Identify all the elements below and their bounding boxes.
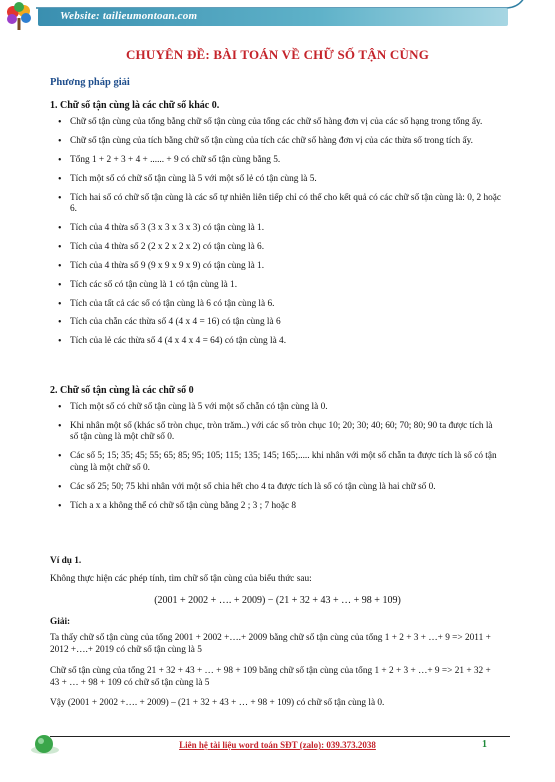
list-item: • Tích một số có chữ số tận cùng là 5 với một số lẻ có tận cùng là 5. xyxy=(58,174,503,186)
list-item: • Tích a x a không thể có chữ số tận cùng bằng 2 ; 3 ; 7 hoặc 8 xyxy=(58,501,503,513)
document-title: CHUYÊN ĐỀ: BÀI TOÁN VỀ CHỮ SỐ TẬN CÙNG xyxy=(125,47,430,62)
example-prompt: Không thực hiện các phép tính, tìm chữ số tận cùng của biểu thức sau: xyxy=(50,574,312,584)
footer-contact[interactable]: Liên hệ tài liệu word toán SĐT (zalo): 039.373.2038 xyxy=(179,740,376,750)
website-link[interactable]: Website: tailieumontoan.com xyxy=(60,10,198,22)
list-item: • Tích của chẵn các thừa số 4 (4 x 4 = 16) có tận cùng là 6 xyxy=(58,317,503,329)
list-item: • Tích các số có tận cùng là 1 có tận cùng là 1. xyxy=(58,280,503,292)
method-heading: Phương pháp giải xyxy=(50,77,130,88)
list-item: • Tích hai số có chữ số tận cùng là các số tự nhiên liên tiếp chỉ có thể cho kết quả có các chữ số tận cùng là: 0, 2 hoặc 6. xyxy=(58,193,503,216)
list-item: • Tích một số có chữ số tận cùng là 5 với một số chẵn có tận cùng là 0. xyxy=(58,402,503,414)
footer-divider xyxy=(50,736,510,737)
list-item: • Tích của 4 thừa số 3 (3 x 3 x 3 x 3) có tận cùng là 1. xyxy=(58,223,503,235)
list-item: • Tích của 4 thừa số 2 (2 x 2 x 2 x 2) có tận cùng là 6. xyxy=(58,242,503,254)
list-item: • Các số 25; 50; 75 khi nhân với một số chia hết cho 4 ta được tích là số có tận cùng là hai chữ số 0. xyxy=(58,482,503,494)
page-number: 1 xyxy=(482,739,487,750)
part1-list xyxy=(58,117,503,355)
list-item: • Khi nhân một số (khác số tròn chục, tròn trăm..) với các số tròn chục 10; 20; 30; 40; 60; 70; 80; 90 ta được tích là số tận cùng là một chữ số 0. xyxy=(58,421,503,444)
tree-logo-icon xyxy=(4,2,34,32)
solution-label: Giải: xyxy=(50,617,71,627)
list-item: • Tổng 1 + 2 + 3 + 4 + ...... + 9 có chữ số tận cùng bằng 5. xyxy=(58,155,503,167)
list-item: • Chữ số tận cùng của tổng bằng chữ số tận cùng của tổng các chữ số hàng đơn vị của các số hạng trong tổng ấy. xyxy=(58,117,503,129)
part1-heading: 1. Chữ số tận cùng là các chữ số khác 0. xyxy=(50,100,220,111)
page-header xyxy=(0,0,555,34)
part2-list xyxy=(58,402,503,519)
example-formula: (2001 + 2002 + …. + 2009) − (21 + 32 + 43 + … + 98 + 109) xyxy=(154,595,401,606)
list-item: • Chữ số tận cùng của tích bằng chữ số tận cùng của tích các chữ số hàng đơn vị của các thừa số trong tích ấy. xyxy=(58,136,503,148)
list-item: • Tích của tất cả các số có tận cùng là 6 có tận cùng là 6. xyxy=(58,299,503,311)
list-item: • Tích của 4 thừa số 9 (9 x 9 x 9 x 9) có tận cùng là 1. xyxy=(58,261,503,273)
example-label: Ví dụ 1. xyxy=(50,556,82,566)
list-item: • Tích của lẻ các thừa số 4 (4 x 4 x 4 = 64) có tận cùng là 4. xyxy=(58,336,503,348)
solution-line-1: Ta thấy chữ số tận cùng của tổng 2001 + 2002 +….+ 2009 bằng chữ số tận cùng của tổng 1 + 2 + 3 + …+ 9 => 2011 + 2012 +….+ 2019 có chữ số tận cùng là 5 xyxy=(50,633,491,655)
solution-line-2: Chữ số tận cùng của tổng 21 + 32 + 43 + … + 98 + 109 bằng chữ số tận cùng của tổng 1 + 2 + 3 + …+ 9 => 21 + 32 + 43 + … + 98 + 109 có chữ số tận cùng là 5 xyxy=(50,666,491,688)
list-item: • Các số 5; 15; 35; 45; 55; 65; 85; 95; 105; 115; 135; 145; 165;..... khi nhân với một số chẵn ta được tích là số có tận cùng là một chữ số 0. xyxy=(58,451,503,474)
part2-heading: 2. Chữ số tận cùng là các chữ số 0 xyxy=(50,385,194,396)
solution-line-3: Vậy (2001 + 2002 +…. + 2009) – (21 + 32 + 43 + … + 98 + 109) có chữ số tận cùng là 0. xyxy=(50,698,385,708)
